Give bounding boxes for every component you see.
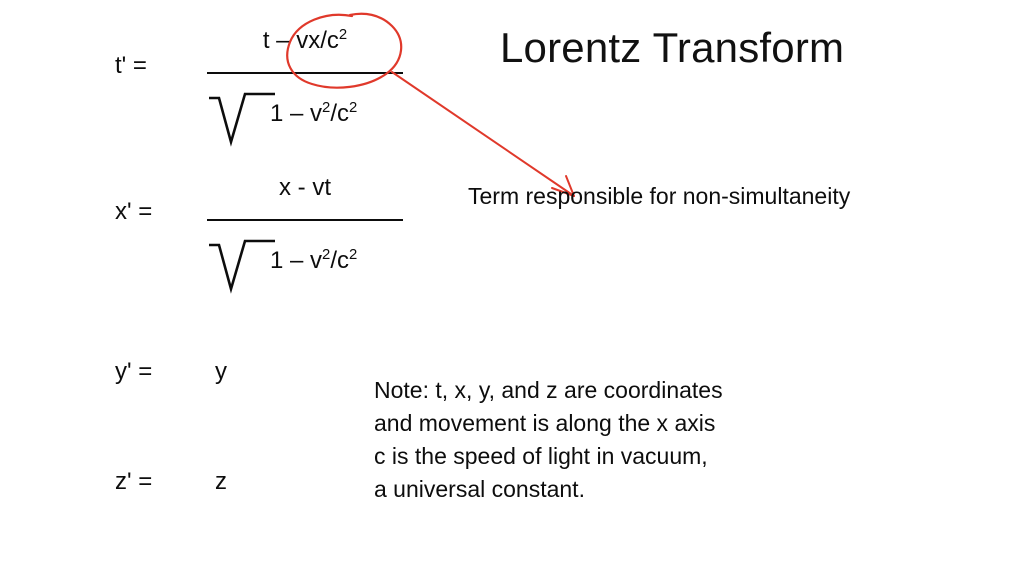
denominator-exp1-x: 2 [322,247,331,263]
equation-numerator-t [210,27,400,55]
equation-denominator-t [270,100,357,128]
denominator-mid-x: /c [330,247,349,274]
equation-denominator-x [270,247,357,275]
note-line-3: c is the speed of light in vacuum, [374,443,708,469]
denominator-exp2-t: 2 [348,100,358,116]
equation-label-x: x' = [115,198,153,225]
fraction-bar-x [207,219,403,221]
fraction-bar-t [207,72,403,74]
equation-value-y: y [215,358,227,385]
equation-label-t: t' = [115,52,147,79]
note-block [374,374,723,506]
note-line-4: a universal constant. [374,476,585,502]
annotation-text: Term responsible for non-simultaneity [468,183,851,209]
radical-sign-t [205,80,275,150]
note-line-2: and movement is along the x axis [374,410,716,436]
equation-label-z: z' = [115,468,153,495]
denominator-prefix-t: 1 – v [270,100,323,127]
numerator-text-t: t – vx/c [262,27,339,54]
equation-label-y: y' = [115,358,153,385]
leader-line [392,72,574,196]
numerator-text-x: x - vt [279,174,331,201]
equation-numerator-x [210,174,400,202]
radical-sign-x [205,227,275,297]
numerator-exponent-t: 2 [338,27,348,43]
denominator-mid-t: /c [330,100,349,127]
denominator-exp2-x: 2 [348,247,358,263]
page-title: Lorentz Transform [500,24,845,71]
equation-value-z: z [215,468,227,495]
denominator-prefix-x: 1 – v [270,247,323,274]
denominator-exp1-t: 2 [322,100,331,116]
note-line-1: Note: t, x, y, and z are coordinates [374,377,723,403]
